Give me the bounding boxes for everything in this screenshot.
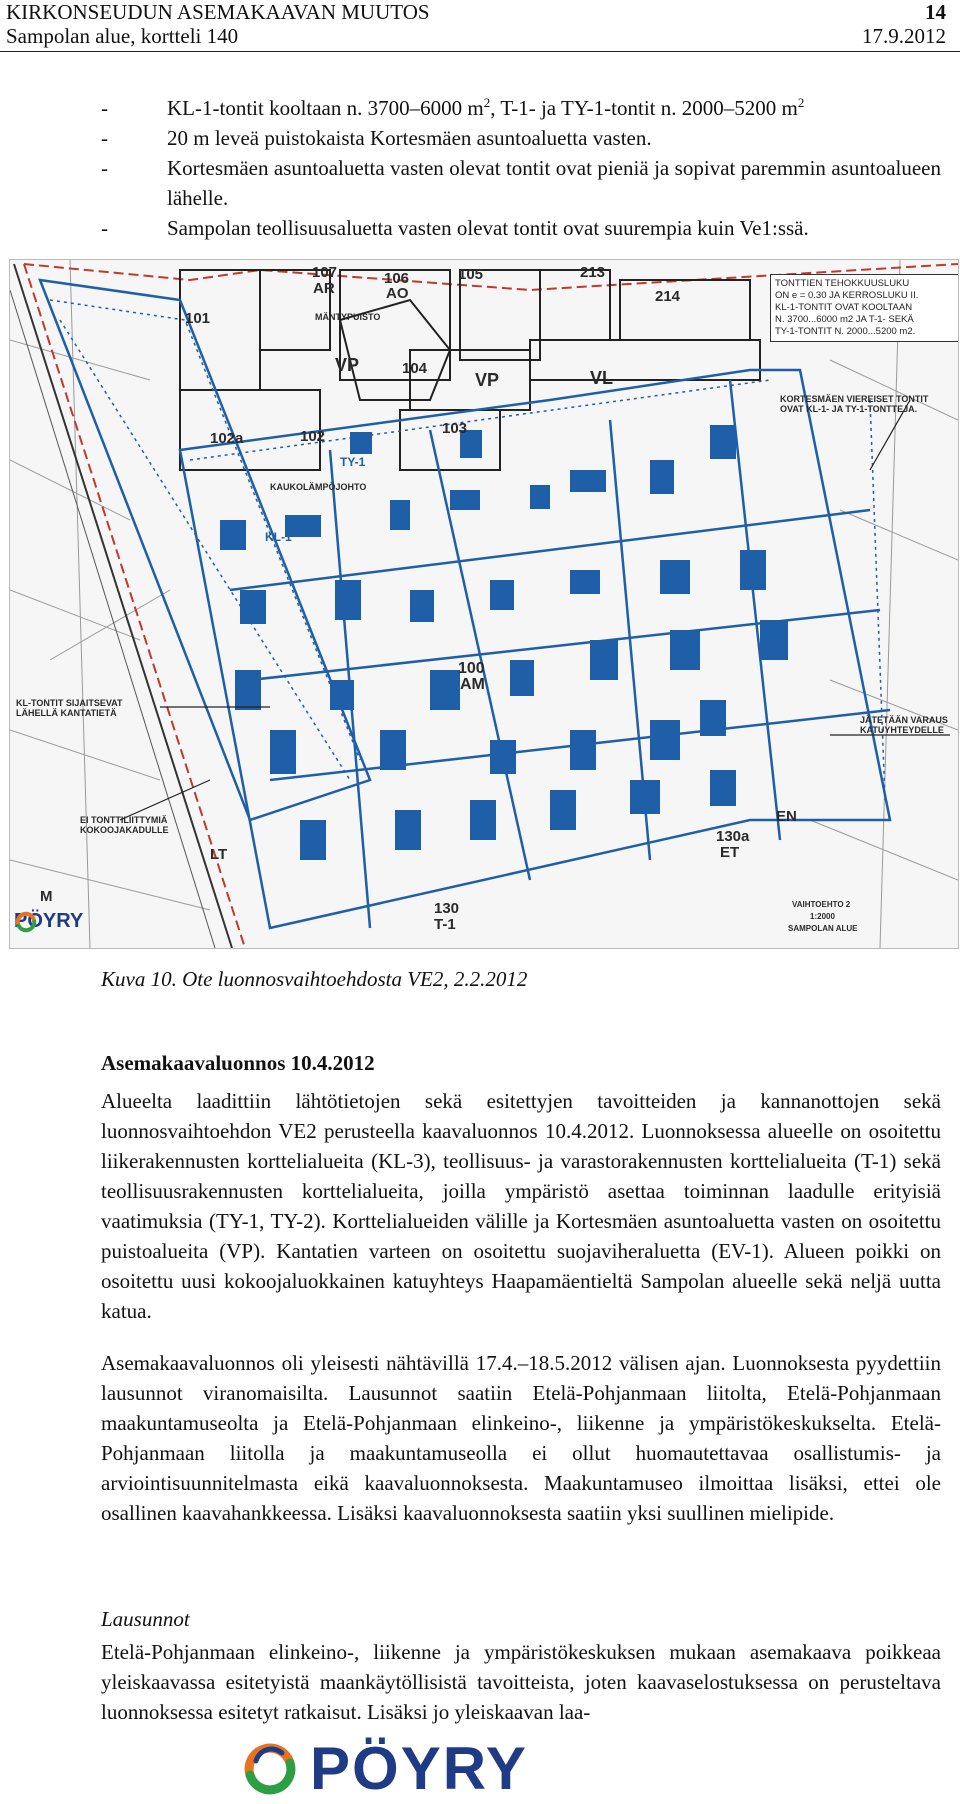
map-label: M [40,888,53,905]
map-label: TY-1 [340,455,366,469]
poyry-swirl-icon [242,1741,298,1797]
map-annotation: EI TONTTILIITTYMIÄ KOKOOJAKADULLE [80,815,169,835]
map-logo: PÖYRY [14,910,84,932]
plan-map-drawing [10,260,958,948]
map-label: VL [590,368,614,388]
document-subtitle: Sampolan alue, kortteli 140 [6,24,239,48]
page-header [6,0,946,48]
map-label: 101 [185,310,211,327]
document-title: KIRKONSEUDUN ASEMAKAAVAN MUUTOS [6,0,430,24]
document-date: 17.9.2012 [862,24,946,48]
bullet-list [101,93,941,243]
paragraph: Asemakaavaluonnos oli yleisesti nähtävillä 17.4.–18.5.2012 välisen ajan. Luonnoksesta pyydettiin lausunnot viranomaisilta. Lausunnot saatiin Etelä-Pohjanmaan liitolta, Etelä-Pohjanmaan maakuntamuseolta ja Etelä-Pohjanmaan elinkeino-, liikenne ja ympäristökeskukselta. Etelä-Pohjanmaan liitolla ja maakuntamuseolla ei ollut huomautettavaa osallistumis- ja arviointisuunnitelmasta eikä kaavaluonnoksesta. Maakuntamuseo ilmoittaa lisäksi, ettei ole osallinen kaavahankkeessa. Lisäksi kaavaluonnoksesta saatiin yksi suullinen mielipide. [101,1351,941,1525]
map-label: AM [460,676,485,693]
map-label: AO [386,285,409,302]
map-label: 107 [312,264,338,281]
poyry-swirl-icon [14,910,38,934]
paragraph: Etelä-Pohjanmaan elinkeino-, liikenne ja ympäristökeskuksen mukaan asemakaava poikkeaa yleiskaavassa esitetyistä maankäytöllisistä tavoitteista, joten kaavaselostuksessa on perusteltava luonnoksessa esitetyt ratkaisut. Lisäksi jo yleiskaavan laa- [101,1640,941,1724]
map-label: KL-1 [265,530,292,544]
map-label: VAIHTOEHTO 2 [792,900,851,909]
map-label: EN [776,808,797,825]
footer-logo-text: PÖYRY [310,1735,528,1802]
map-label: 130a [716,828,750,845]
map-label: LT [210,846,228,863]
map-label: 1:2000 [810,912,835,921]
map-label: T-1 [434,916,456,933]
header-divider [0,51,960,52]
map-label: 213 [580,264,606,281]
map-label: 105 [458,266,484,283]
section-heading: Asemakaavaluonnos 10.4.2012 [101,1051,375,1075]
map-label: AR [313,280,335,297]
list-item: - 20 m leveä puistokaista Kortesmäen asuntoaluetta vasten. [101,126,652,150]
page-number: 14 [925,0,946,24]
list-item: - KL-1-tontit kooltaan n. 3700–6000 $m^2$, T-1- ja TY-1-tontit n. 2000–5200 $m^2$ [101,95,805,120]
map-label: KAUKOLÄMPÖJOHTO [270,482,367,492]
paragraph: Alueelta laadittiin lähtötietojen sekä esitettyjen tavoitteiden ja kannanottojen sekä luonnosvaihtoehdon VE2 perusteella kaavaluonnos 10.4.2012. Luonnoksessa alueelle on osoitettu liikerakennusten korttelialueita (KL-3), teollisuus- ja varastorakennusten korttelialueita (T-1) sekä teollisuusrakennusten korttelialueita, joilla ympäristö asettaa toiminnan laadulle erityisiä vaatimuksia (TY-1, TY-2). Korttelialueiden välille ja Kortesmäen asuntoaluetta vasten on osoitettu puistoalueita (VP). Kantatien varteen on osoitettu suojaviheraluetta (EV-1). Alueen poikki on osoitettu uusi kokoojaluokkainen katuyhteys Haapamäentieltä Sampolan alueelle sekä neljä uutta katua. [101,1089,941,1323]
map-label: MÄNTYPUISTO [315,312,381,322]
map-label: SAMPOLAN ALUE [788,924,858,933]
map-label: 100 [458,660,485,677]
map-label: 130 [434,900,460,917]
map-annotation: JÄTETÄÄN VARAUS KATUYHTEYDELLE [860,715,948,735]
map-label: VP [475,370,500,390]
map-label: ET [720,844,740,861]
map-annotation: KL-TONTIT SIJAITSEVAT LÄHELLÄ KANTATIETÄ [16,698,123,718]
map-label: VP [335,355,360,375]
map-label: 214 [655,288,681,305]
map-annotation: KORTESMÄEN VIEREISET TONTIT OVAT KL-1- JA TY-1-TONTTEJA. [780,394,929,414]
map-label: 106 [384,270,410,287]
map-label: 104 [402,360,428,377]
map-label: 103 [442,420,468,437]
footer-logo [242,1734,528,1803]
map-label: 102a [210,430,244,447]
plan-map-figure [9,259,959,949]
subsection-heading: Lausunnot [101,1607,190,1631]
list-item: - Kortesmäen asuntoaluetta vasten olevat tontit ovat pieniä ja sopivat paremmin asuntoalueen lähelle. [101,156,941,210]
map-legend-box: TONTTIEN TEHOKKUUSLUKU ON e = 0.30 JA KERROSLUKU II. KL-1-TONTIT OVAT KOOLTAAN N. 3700...6000 m2 JA T-1- SEKÄ TY-1-TONTIT N. 2000...5200 m2. [770,274,959,342]
map-label: 102 [300,428,326,445]
figure-caption: Kuva 10. Ote luonnosvaihtoehdosta VE2, 2.2.2012 [101,967,528,991]
list-item: - Sampolan teollisuusaluetta vasten olevat tontit ovat suurempia kuin Ve1:ssä. [101,216,809,240]
